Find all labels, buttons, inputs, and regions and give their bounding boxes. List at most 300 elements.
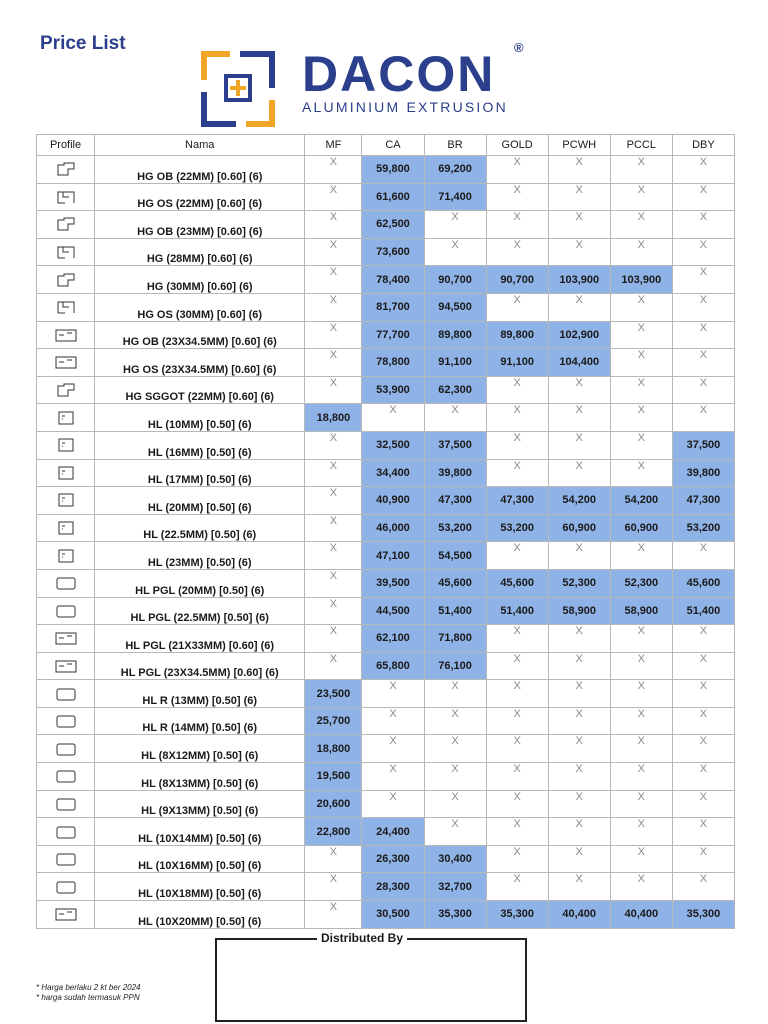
price-cell: 37,500 [424, 431, 486, 459]
unavailable-cell: X [610, 293, 672, 321]
table-row [37, 487, 735, 515]
profile-shape-icon [55, 603, 77, 619]
table-row [37, 321, 735, 349]
column-header: DBY [672, 135, 734, 156]
profile-cell [37, 514, 95, 542]
table-row [37, 514, 735, 542]
table-row [37, 431, 735, 459]
profile-shape-icon [55, 851, 77, 867]
unavailable-cell: X [486, 293, 548, 321]
price-cell: 35,300 [486, 901, 548, 929]
profile-shape-icon [55, 492, 77, 508]
product-name: HL (10X20MM) [0.50] (6) [95, 901, 305, 929]
price-cell: 23,500 [305, 680, 362, 708]
price-cell: 40,400 [548, 901, 610, 929]
profile-shape-icon [55, 686, 77, 702]
unavailable-cell: X [548, 431, 610, 459]
unavailable-cell: X [305, 873, 362, 901]
table-row [37, 763, 735, 791]
distributor-box [215, 931, 527, 1022]
profile-shape-icon [55, 741, 77, 757]
unavailable-cell: X [672, 680, 734, 708]
unavailable-cell: X [486, 156, 548, 184]
profile-cell [37, 707, 95, 735]
table-row [37, 845, 735, 873]
profile-cell [37, 818, 95, 846]
unavailable-cell: X [305, 293, 362, 321]
unavailable-cell: X [486, 431, 548, 459]
price-cell: 69,200 [424, 156, 486, 184]
price-cell: 91,100 [424, 349, 486, 377]
price-cell: 39,800 [672, 459, 734, 487]
unavailable-cell: X [548, 625, 610, 653]
product-name: HG OB (22MM) [0.60] (6) [95, 156, 305, 184]
unavailable-cell: X [486, 183, 548, 211]
column-header: GOLD [486, 135, 548, 156]
price-cell: 91,100 [486, 349, 548, 377]
unavailable-cell: X [424, 763, 486, 791]
profile-shape-icon [55, 354, 77, 370]
profile-shape-icon [55, 216, 77, 232]
unavailable-cell: X [610, 349, 672, 377]
unavailable-cell: X [305, 211, 362, 239]
column-header: BR [424, 135, 486, 156]
price-cell: 58,900 [610, 597, 672, 625]
table-row [37, 818, 735, 846]
table-row [37, 569, 735, 597]
price-cell: 71,400 [424, 183, 486, 211]
unavailable-cell: X [305, 321, 362, 349]
unavailable-cell: X [548, 183, 610, 211]
registered-mark: ® [514, 40, 524, 55]
product-name: HL (10X18MM) [0.50] (6) [95, 873, 305, 901]
price-cell: 53,200 [672, 514, 734, 542]
price-cell: 47,300 [672, 487, 734, 515]
price-cell: 30,500 [362, 901, 424, 929]
price-cell: 32,700 [424, 873, 486, 901]
unavailable-cell: X [672, 376, 734, 404]
unavailable-cell: X [424, 680, 486, 708]
profile-cell [37, 873, 95, 901]
unavailable-cell: X [548, 818, 610, 846]
profile-cell [37, 735, 95, 763]
unavailable-cell: X [486, 211, 548, 239]
product-name: HL (17MM) [0.50] (6) [95, 459, 305, 487]
product-name: HL R (14MM) [0.50] (6) [95, 707, 305, 735]
price-cell: 34,400 [362, 459, 424, 487]
price-cell: 45,600 [672, 569, 734, 597]
price-cell: 52,300 [610, 569, 672, 597]
product-name: HG (30MM) [0.60] (6) [95, 266, 305, 294]
unavailable-cell: X [548, 156, 610, 184]
unavailable-cell: X [305, 652, 362, 680]
price-cell: 35,300 [672, 901, 734, 929]
profile-cell [37, 156, 95, 184]
price-cell: 89,800 [424, 321, 486, 349]
column-header: CA [362, 135, 424, 156]
profile-shape-icon [55, 768, 77, 784]
column-header: PCCL [610, 135, 672, 156]
footnote: * harga sudah termasuk PPN [36, 993, 140, 1002]
unavailable-cell: X [610, 183, 672, 211]
profile-cell [37, 376, 95, 404]
unavailable-cell: X [305, 376, 362, 404]
table-row [37, 211, 735, 239]
table-row [37, 790, 735, 818]
table-row [37, 901, 735, 929]
unavailable-cell: X [672, 735, 734, 763]
column-header: PCWH [548, 135, 610, 156]
price-cell: 30,400 [424, 845, 486, 873]
unavailable-cell: X [362, 735, 424, 763]
profile-shape-icon [55, 382, 77, 398]
unavailable-cell: X [486, 459, 548, 487]
price-cell: 53,200 [424, 514, 486, 542]
unavailable-cell: X [610, 156, 672, 184]
table-row [37, 873, 735, 901]
price-cell: 103,900 [610, 266, 672, 294]
price-cell: 18,800 [305, 404, 362, 432]
product-name: HG (28MM) [0.60] (6) [95, 238, 305, 266]
unavailable-cell: X [486, 680, 548, 708]
table-row [37, 597, 735, 625]
unavailable-cell: X [486, 376, 548, 404]
profile-cell [37, 238, 95, 266]
price-cell: 52,300 [548, 569, 610, 597]
unavailable-cell: X [486, 845, 548, 873]
unavailable-cell: X [362, 404, 424, 432]
profile-shape-icon [55, 189, 77, 205]
profile-cell [37, 901, 95, 929]
price-cell: 60,900 [610, 514, 672, 542]
brand-name: DACON [302, 46, 496, 102]
unavailable-cell: X [424, 790, 486, 818]
profile-cell [37, 487, 95, 515]
unavailable-cell: X [305, 238, 362, 266]
profile-shape-icon [55, 244, 77, 260]
unavailable-cell: X [610, 707, 672, 735]
profile-cell [37, 542, 95, 570]
profile-cell [37, 321, 95, 349]
product-name: HL (10X16MM) [0.50] (6) [95, 845, 305, 873]
price-cell: 78,400 [362, 266, 424, 294]
price-cell: 90,700 [424, 266, 486, 294]
product-name: HL PGL (23X34.5MM) [0.60] (6) [95, 652, 305, 680]
price-cell: 71,800 [424, 625, 486, 653]
product-name: HL (23MM) [0.50] (6) [95, 542, 305, 570]
profile-cell [37, 459, 95, 487]
price-cell: 73,600 [362, 238, 424, 266]
unavailable-cell: X [610, 845, 672, 873]
price-cell: 53,200 [486, 514, 548, 542]
product-name: HL PGL (22.5MM) [0.50] (6) [95, 597, 305, 625]
profile-shape-icon [55, 465, 77, 481]
unavailable-cell: X [672, 321, 734, 349]
price-cell: 44,500 [362, 597, 424, 625]
unavailable-cell: X [548, 790, 610, 818]
profile-shape-icon [55, 161, 77, 177]
unavailable-cell: X [305, 625, 362, 653]
unavailable-cell: X [486, 404, 548, 432]
column-header: Profile [37, 135, 95, 156]
unavailable-cell: X [486, 735, 548, 763]
price-cell: 40,900 [362, 487, 424, 515]
unavailable-cell: X [610, 321, 672, 349]
product-name: HG OB (23MM) [0.60] (6) [95, 211, 305, 239]
product-name: HL (20MM) [0.50] (6) [95, 487, 305, 515]
product-name: HG OS (22MM) [0.60] (6) [95, 183, 305, 211]
profile-shape-icon [55, 299, 77, 315]
price-cell: 35,300 [424, 901, 486, 929]
price-cell: 89,800 [486, 321, 548, 349]
price-cell: 81,700 [362, 293, 424, 321]
unavailable-cell: X [672, 183, 734, 211]
unavailable-cell: X [424, 735, 486, 763]
price-cell: 61,600 [362, 183, 424, 211]
unavailable-cell: X [424, 818, 486, 846]
unavailable-cell: X [672, 652, 734, 680]
unavailable-cell: X [610, 790, 672, 818]
table-row [37, 404, 735, 432]
unavailable-cell: X [305, 487, 362, 515]
profile-cell [37, 680, 95, 708]
table-header-row [37, 135, 735, 156]
unavailable-cell: X [424, 211, 486, 239]
profile-cell [37, 183, 95, 211]
unavailable-cell: X [610, 763, 672, 791]
profile-shape-icon [55, 437, 77, 453]
profile-shape-icon [55, 630, 77, 646]
unavailable-cell: X [672, 156, 734, 184]
price-cell: 45,600 [424, 569, 486, 597]
unavailable-cell: X [548, 211, 610, 239]
unavailable-cell: X [548, 404, 610, 432]
table-row [37, 625, 735, 653]
unavailable-cell: X [672, 625, 734, 653]
price-cell: 76,100 [424, 652, 486, 680]
price-cell: 102,900 [548, 321, 610, 349]
price-cell: 26,300 [362, 845, 424, 873]
profile-cell [37, 625, 95, 653]
unavailable-cell: X [548, 845, 610, 873]
unavailable-cell: X [672, 763, 734, 791]
table-row [37, 376, 735, 404]
unavailable-cell: X [610, 625, 672, 653]
profile-shape-icon [55, 824, 77, 840]
unavailable-cell: X [362, 763, 424, 791]
unavailable-cell: X [672, 845, 734, 873]
profile-shape-icon [55, 520, 77, 536]
price-cell: 54,500 [424, 542, 486, 570]
product-name: HG OB (23X34.5MM) [0.60] (6) [95, 321, 305, 349]
profile-shape-icon [55, 879, 77, 895]
unavailable-cell: X [548, 873, 610, 901]
unavailable-cell: X [362, 680, 424, 708]
price-cell: 51,400 [486, 597, 548, 625]
unavailable-cell: X [672, 349, 734, 377]
price-cell: 104,400 [548, 349, 610, 377]
price-cell: 45,600 [486, 569, 548, 597]
price-cell: 60,900 [548, 514, 610, 542]
product-name: HL (10MM) [0.50] (6) [95, 404, 305, 432]
unavailable-cell: X [486, 542, 548, 570]
price-cell: 20,600 [305, 790, 362, 818]
price-cell: 37,500 [672, 431, 734, 459]
price-cell: 39,500 [362, 569, 424, 597]
unavailable-cell: X [672, 873, 734, 901]
unavailable-cell: X [548, 238, 610, 266]
table-row [37, 156, 735, 184]
unavailable-cell: X [548, 652, 610, 680]
profile-shape-icon [55, 906, 77, 922]
unavailable-cell: X [486, 873, 548, 901]
unavailable-cell: X [305, 597, 362, 625]
table-row [37, 238, 735, 266]
unavailable-cell: X [305, 845, 362, 873]
price-cell: 19,500 [305, 763, 362, 791]
unavailable-cell: X [305, 901, 362, 929]
price-cell: 94,500 [424, 293, 486, 321]
unavailable-cell: X [424, 404, 486, 432]
unavailable-cell: X [610, 238, 672, 266]
unavailable-cell: X [305, 459, 362, 487]
price-cell: 103,900 [548, 266, 610, 294]
table-row [37, 707, 735, 735]
price-table-body [37, 156, 735, 929]
unavailable-cell: X [362, 790, 424, 818]
profile-shape-icon [55, 796, 77, 812]
price-cell: 46,000 [362, 514, 424, 542]
footnotes [36, 983, 141, 1003]
product-name: HG OS (30MM) [0.60] (6) [95, 293, 305, 321]
unavailable-cell: X [610, 459, 672, 487]
product-name: HG SGGOT (22MM) [0.60] (6) [95, 376, 305, 404]
unavailable-cell: X [672, 790, 734, 818]
price-cell: 62,300 [424, 376, 486, 404]
product-name: HL R (13MM) [0.50] (6) [95, 680, 305, 708]
brand-subtitle: ALUMINIUM EXTRUSION [302, 99, 508, 115]
unavailable-cell: X [672, 542, 734, 570]
dacon-logo-icon [200, 50, 280, 130]
product-name: HL (16MM) [0.50] (6) [95, 431, 305, 459]
unavailable-cell: X [305, 349, 362, 377]
table-row [37, 183, 735, 211]
profile-cell [37, 431, 95, 459]
profile-shape-icon [55, 548, 77, 564]
profile-cell [37, 652, 95, 680]
unavailable-cell: X [486, 652, 548, 680]
price-cell: 77,700 [362, 321, 424, 349]
product-name: HL PGL (20MM) [0.50] (6) [95, 569, 305, 597]
table-row [37, 459, 735, 487]
unavailable-cell: X [610, 404, 672, 432]
price-cell: 40,400 [610, 901, 672, 929]
unavailable-cell: X [424, 238, 486, 266]
price-table [36, 134, 735, 929]
brand-logo [200, 42, 530, 122]
product-name: HL PGL (21X33MM) [0.60] (6) [95, 625, 305, 653]
price-cell: 51,400 [424, 597, 486, 625]
unavailable-cell: X [486, 707, 548, 735]
price-cell: 32,500 [362, 431, 424, 459]
unavailable-cell: X [672, 818, 734, 846]
table-row [37, 735, 735, 763]
price-cell: 47,300 [486, 487, 548, 515]
price-cell: 62,100 [362, 625, 424, 653]
column-header: MF [305, 135, 362, 156]
table-row [37, 293, 735, 321]
profile-cell [37, 211, 95, 239]
unavailable-cell: X [486, 818, 548, 846]
price-cell: 51,400 [672, 597, 734, 625]
profile-cell [37, 790, 95, 818]
unavailable-cell: X [610, 211, 672, 239]
unavailable-cell: X [305, 542, 362, 570]
price-cell: 54,200 [610, 487, 672, 515]
price-cell: 62,500 [362, 211, 424, 239]
price-cell: 39,800 [424, 459, 486, 487]
price-cell: 65,800 [362, 652, 424, 680]
price-cell: 58,900 [548, 597, 610, 625]
page-title: Price List [40, 33, 126, 54]
table-row [37, 680, 735, 708]
price-cell: 53,900 [362, 376, 424, 404]
unavailable-cell: X [305, 156, 362, 184]
price-cell: 22,800 [305, 818, 362, 846]
unavailable-cell: X [305, 431, 362, 459]
unavailable-cell: X [672, 404, 734, 432]
unavailable-cell: X [610, 431, 672, 459]
profile-shape-icon [55, 658, 77, 674]
table-row [37, 652, 735, 680]
price-cell: 28,300 [362, 873, 424, 901]
profile-cell [37, 597, 95, 625]
unavailable-cell: X [548, 542, 610, 570]
profile-shape-icon [55, 410, 77, 426]
product-name: HL (22.5MM) [0.50] (6) [95, 514, 305, 542]
unavailable-cell: X [305, 514, 362, 542]
price-cell: 25,700 [305, 707, 362, 735]
table-row [37, 542, 735, 570]
distributor-title: Distributed By [317, 931, 407, 945]
unavailable-cell: X [305, 569, 362, 597]
unavailable-cell: X [486, 625, 548, 653]
price-cell: 24,400 [362, 818, 424, 846]
price-cell: 47,300 [424, 487, 486, 515]
unavailable-cell: X [610, 873, 672, 901]
unavailable-cell: X [548, 459, 610, 487]
product-name: HL (9X13MM) [0.50] (6) [95, 790, 305, 818]
product-name: HL (8X12MM) [0.50] (6) [95, 735, 305, 763]
price-cell: 47,100 [362, 542, 424, 570]
price-cell: 54,200 [548, 487, 610, 515]
unavailable-cell: X [486, 763, 548, 791]
unavailable-cell: X [672, 707, 734, 735]
unavailable-cell: X [672, 293, 734, 321]
profile-cell [37, 266, 95, 294]
profile-shape-icon [55, 575, 77, 591]
profile-cell [37, 349, 95, 377]
product-name: HL (10X14MM) [0.50] (6) [95, 818, 305, 846]
unavailable-cell: X [548, 735, 610, 763]
price-cell: 59,800 [362, 156, 424, 184]
profile-cell [37, 845, 95, 873]
unavailable-cell: X [486, 238, 548, 266]
product-name: HG OS (23X34.5MM) [0.60] (6) [95, 349, 305, 377]
product-name: HL (8X13MM) [0.50] (6) [95, 763, 305, 791]
unavailable-cell: X [672, 238, 734, 266]
unavailable-cell: X [548, 293, 610, 321]
